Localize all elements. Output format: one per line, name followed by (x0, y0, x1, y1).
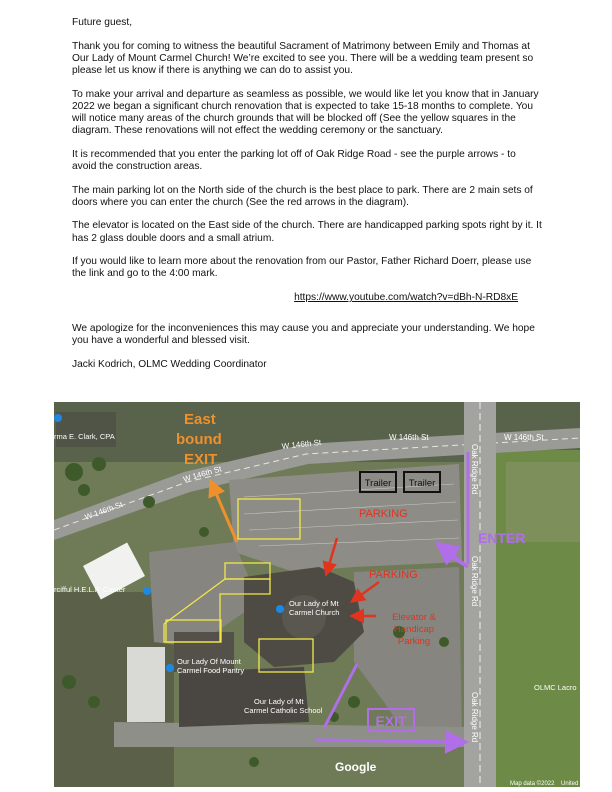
road-label-w146-b: W 146th St (504, 433, 544, 442)
letter (72, 17, 542, 383)
youtube-link[interactable]: https://www.youtube.com/watch?v=dBh-N-RD8xE (294, 291, 518, 303)
help-center-pin-icon (143, 587, 151, 595)
paragraph-entrance: It is recommended that you enter the parking lot off of Oak Ridge Road - see the purple arrows - to avoid the construction areas. (72, 148, 516, 172)
pantry-label-line2: Carmel Food Pantry (177, 666, 245, 675)
trailer-label-1: Trailer (364, 478, 392, 489)
map-data-credit: Map data ©2022 (510, 781, 555, 787)
elevator-label (392, 612, 436, 647)
nw-building (56, 412, 116, 447)
help-center-label: rcifful H.E.L.P. Center (54, 585, 126, 594)
paragraph-apology: We apologize for the inconveniences this may cause you and appreciate your understanding. We hope you have a wonderful and blessed visit. (72, 323, 535, 347)
road-label-oak-b: Oak Ridge Rd (470, 556, 479, 607)
paragraph-renovation: To make your arrival and departure as seamless as possible, we would like let you know that in January 2022 we began a significant church renovation that is expected to take 15-18 months to complete. You will notice many areas of the church grounds that will be blocked off (See the yellow squares in the diagram. These renovations will not effect the wedding ceremony or the sanctuary. (72, 88, 539, 137)
elevator-label-line2: Handicap (393, 624, 435, 635)
map-data-region: United (561, 781, 579, 787)
pantry-label-line1: Our Lady Of Mount (177, 657, 241, 666)
church-label-line1: Our Lady of Mt (289, 599, 339, 608)
school-label-line1: Our Lady of Mt (254, 697, 304, 706)
elevator-label-line3: Parking (397, 636, 431, 647)
east-bound-label-line3: EXIT (184, 451, 218, 468)
link-line (72, 292, 542, 304)
road-label-oak-a: Oak Ridge Rd (470, 444, 479, 495)
road-label-w146-e: W 146th St (83, 499, 124, 522)
road-label-w146-d: W 146th St (182, 464, 223, 484)
olmc-label: OLMC Lacro (534, 683, 577, 692)
east-bound-label-line1: East (184, 411, 216, 428)
salutation: Future guest, (72, 17, 133, 28)
enter-label: ENTER (478, 530, 526, 546)
church-pin-icon (276, 605, 284, 613)
church-label-line2: Carmel Church (289, 608, 340, 617)
parking-east-label: PARKING (369, 569, 418, 581)
school-label-line2: Carmel Catholic School (244, 706, 323, 715)
road-label-w146-a: W 146th St (389, 433, 429, 442)
paragraph-elevator: The elevator is located on the East side of the church. There are handicapped parking spots right by it. It has 2 glass double doors and a small atrium. (72, 220, 542, 244)
paragraph-pastor: If you would like to learn more about the renovation from our Pastor, Father Richard Doerr, please use the link and go to the 4:00 mark. (72, 256, 532, 280)
food-pantry-building (127, 647, 165, 722)
google-logo: Google (335, 760, 377, 774)
site-map[interactable] (54, 402, 580, 787)
signature: Jacki Kodrich, OLMC Wedding Coordinator (72, 358, 267, 370)
paragraph-intro: Thank you for coming to witness the beautiful Sacrament of Matrimony between Emily and Thomas at Our Lady of Mount Carmel Church! We’re excited to see you. There will be a wedding team present so please let us know if there is anything we can do to assist you. (72, 40, 534, 76)
road-label-w146-c: W 146th St (281, 437, 322, 451)
paragraph-parking: The main parking lot on the North side of the church is the best place to park. There are 2 main sets of doors where you can enter the church (See the red arrows in the diagram). (72, 184, 533, 208)
exit-arrow-east (316, 740, 460, 742)
road-label-oak-c: Oak Ridge Rd (470, 692, 479, 743)
elevator-label-line1: Elevator & (392, 612, 436, 623)
trailer-label-2: Trailer (408, 478, 436, 489)
east-bound-label-line2: bound (176, 431, 222, 448)
pantry-pin-icon (166, 664, 174, 672)
cpa-pin-icon (54, 414, 62, 422)
cpa-label: rma E. Clark, CPA (54, 432, 115, 441)
parking-north-label: PARKING (359, 508, 408, 520)
exit-label: EXIT (375, 713, 407, 729)
